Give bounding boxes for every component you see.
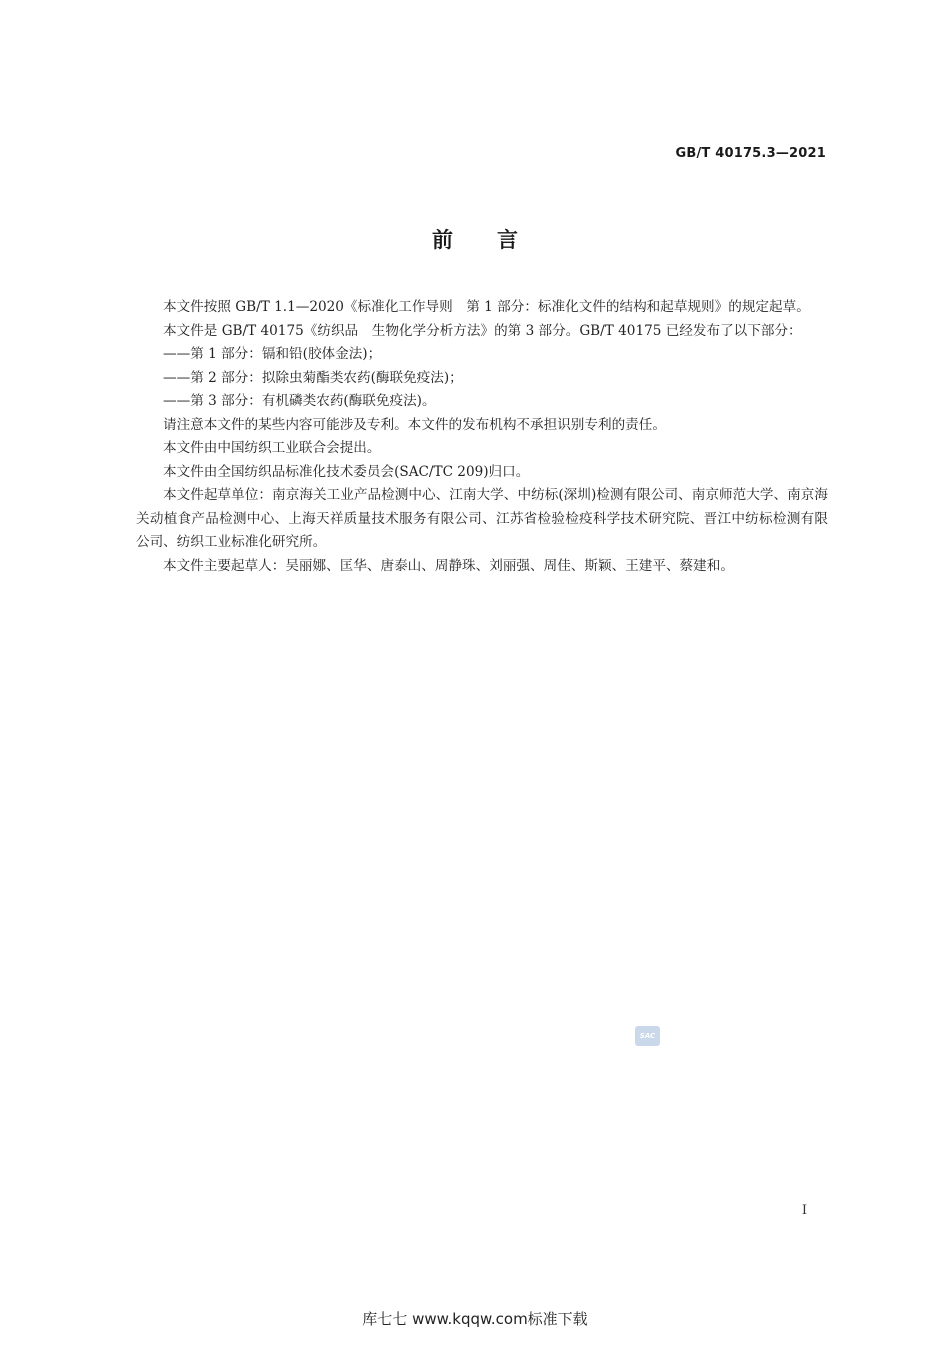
paragraph-series-parts: 本文件是 GB/T 40175《纺织品 生物化学分析方法》的第 3 部分。GB/T 40175 已经发布了以下部分： [163, 322, 802, 339]
paragraph-technical-committee: 本文件由全国纺织品标准化技术委员会(SAC/TC 209)归口。 [163, 463, 530, 480]
list-item-part-2: ——第 2 部分：拟除虫菊酯类农药(酶联免疫法)； [163, 369, 463, 386]
paragraph-proposer: 本文件由中国纺织工业联合会提出。 [163, 440, 381, 456]
page-number: I [801, 1203, 807, 1218]
foreword-body [136, 296, 828, 578]
page-title: 前言 [432, 228, 562, 252]
list-item-part-3: ——第 3 部分：有机磷类农药(酶联免疫法)。 [163, 393, 436, 409]
sac-watermark-logo: SAC [635, 1026, 660, 1046]
paragraph-patent-notice: 请注意本文件的某些内容可能涉及专利。本文件的发布机构不承担识别专利的责任。 [163, 416, 666, 433]
list-item-part-1: ——第 1 部分：镉和铅(胶体金法)； [163, 346, 382, 362]
paragraph-drafters: 本文件主要起草人：吴丽娜、匡华、唐泰山、周静珠、刘丽强、周佳、斯颖、王建平、蔡建和。 [163, 557, 734, 574]
standard-number: GB/T 40175.3—2021 [675, 146, 826, 161]
paragraph-drafting-units: 本文件起草单位：南京海关工业产品检测中心、江南大学、中纺标(深圳)检测有限公司、南京师范大学、南京海关动植食产品检测中心、上海天祥质量技术服务有限公司、江苏省检验检疫科学技术研究院、晋江中纺标检测有限公司、纺织工业标准化研究所。 [136, 487, 828, 550]
download-footer: 库七七 www.kqqw.com标准下载 [362, 1310, 588, 1328]
paragraph-drafting-rules: 本文件按照 GB/T 1.1—2020《标准化工作导则 第 1 部分：标准化文件的结构和起草规则》的规定起草。 [163, 299, 810, 315]
